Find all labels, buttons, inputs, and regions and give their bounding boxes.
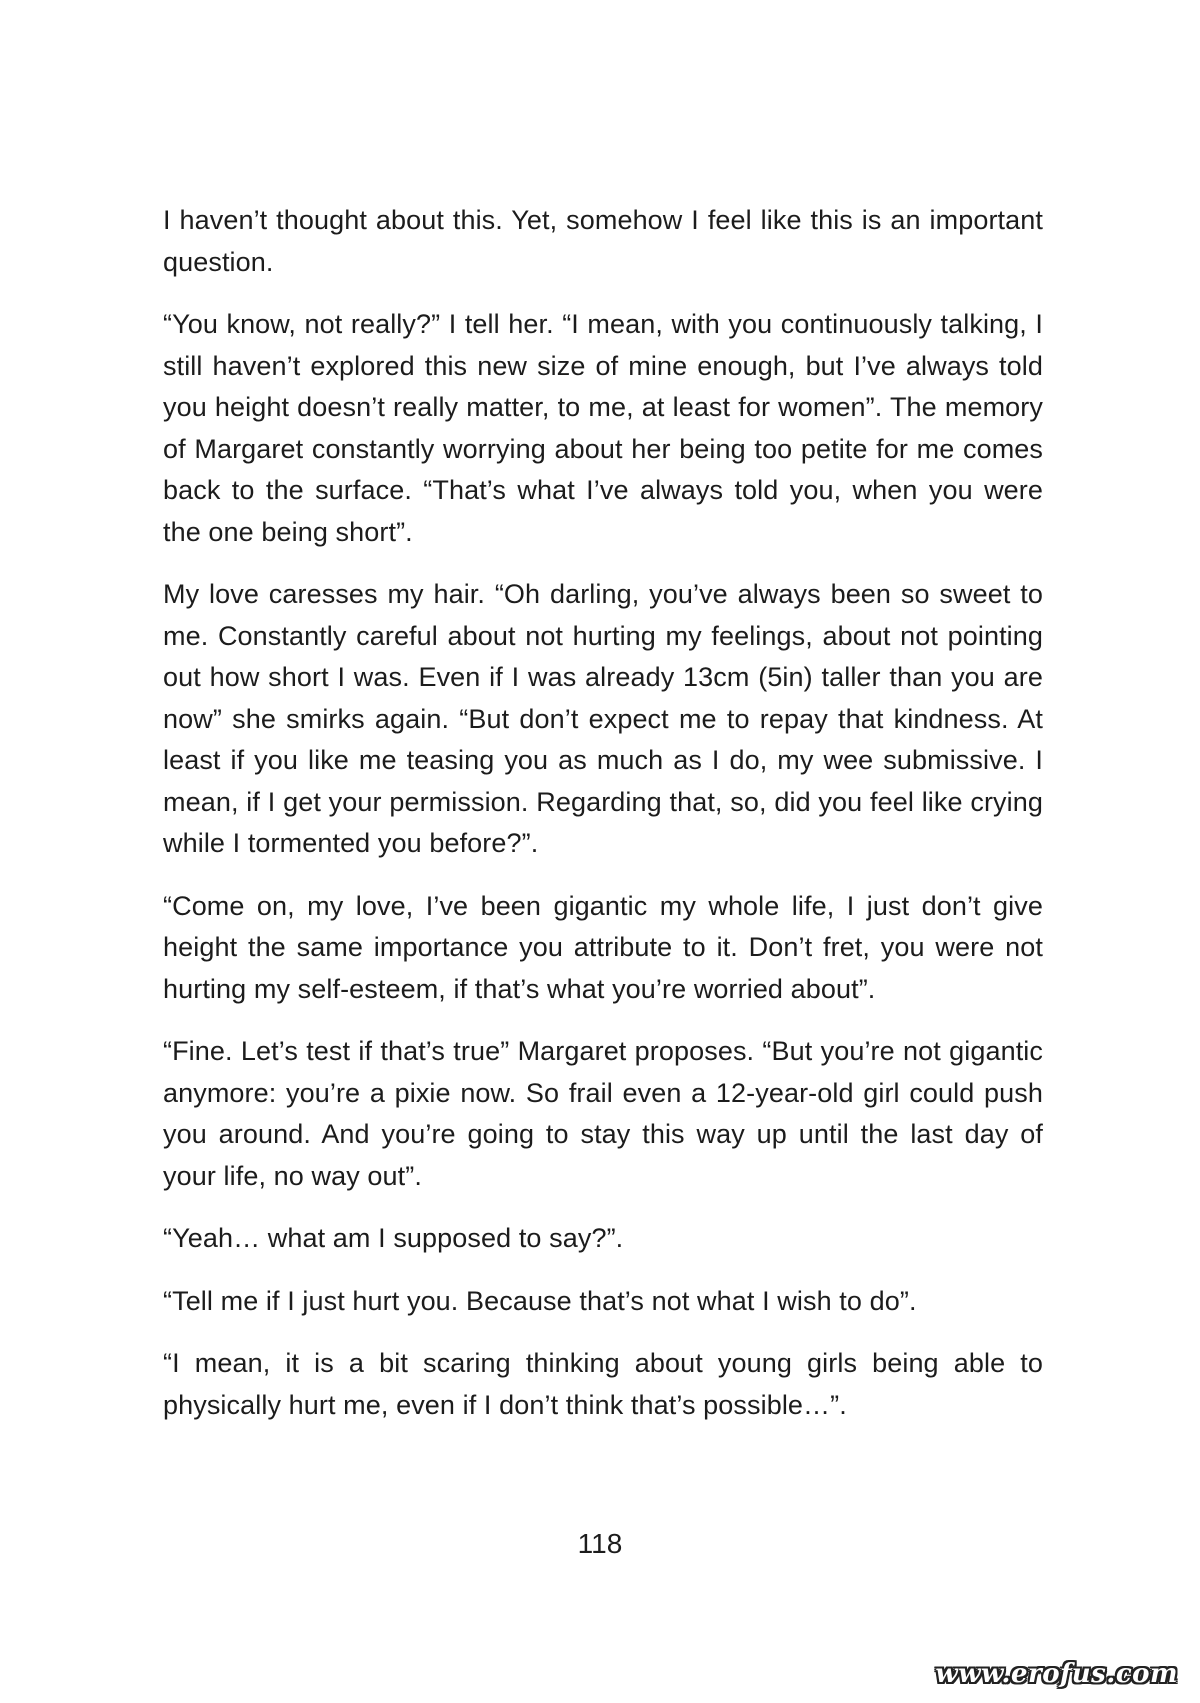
paragraph-6: “Yeah… what am I supposed to say?”. bbox=[163, 1223, 624, 1253]
paragraph-8: “I mean, it is a bit scaring thinking about young girls being able to physically hurt me, even if I don’t think that’s possible…”. bbox=[163, 1348, 1043, 1420]
paragraph-4: “Come on, my love, I’ve been gigantic my whole life, I just don’t give height the same importance you attribute to it. Don’t fret, you were not hurting my self-esteem, if that’s what you’re worried about”. bbox=[163, 890, 1043, 1004]
body-text bbox=[163, 200, 1043, 1447]
paragraph-5: “Fine. Let’s test if that’s true” Margaret proposes. “But you’re not gigantic anymore: you’re a pixie now. So frail even a 12-year-old girl could push you around. And you’re going to stay this way up until the last day of your life, no way out”. bbox=[163, 1036, 1043, 1191]
paragraph-7: “Tell me if I just hurt you. Because that’s not what I wish to do”. bbox=[163, 1285, 917, 1316]
watermark-logo: www.erofus.com bbox=[935, 1659, 1178, 1689]
paragraph-2: “You know, not really?” I tell her. “I mean, with you continuously talking, I still haven’t explored this new size of mine enough, but I’ve always told you height doesn’t really matter, to me, at least for women”. The memory of Margaret constantly worrying about her being too petite for me comes back to the surface. “That’s what I’ve always told you, when you were the one being short”. bbox=[163, 309, 1043, 547]
page-number: 118 bbox=[577, 1528, 623, 1559]
paragraph-3: My love caresses my hair. “Oh darling, you’ve always been so sweet to me. Constantly careful about not hurting my feelings, about not pointing out how short I was. Even if I was already 13cm (5in) taller than you are now” she smirks again. “But don’t expect me to repay that kindness. At least if you like me teasing you as much as I do, my wee submissive. I mean, if I get your permission. Regarding that, so, did you feel like crying while I tormented you before?”. bbox=[163, 579, 1043, 858]
paragraph-1: I haven’t thought about this. Yet, somehow I feel like this is an important question. bbox=[163, 205, 1043, 277]
